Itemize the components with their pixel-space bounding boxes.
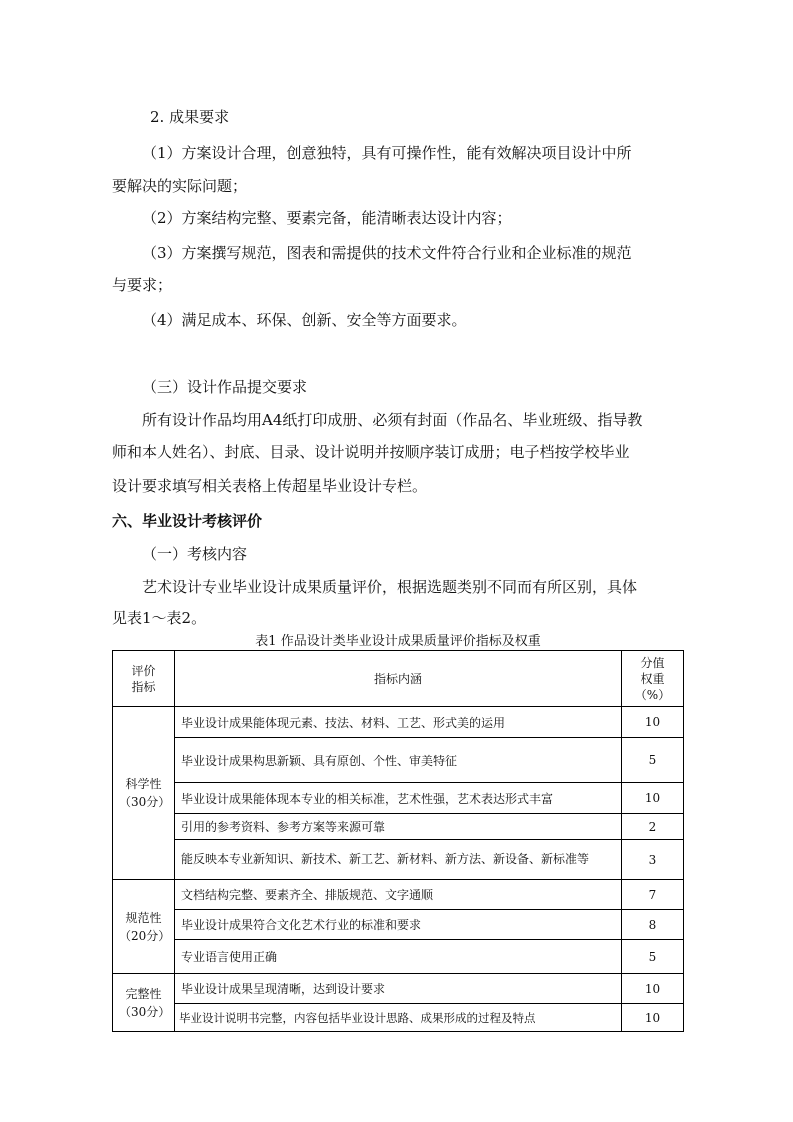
- section-heading: 2. 成果要求: [150, 108, 230, 126]
- header-indicator-line2: 指标: [131, 679, 156, 694]
- row-weight: 3: [622, 840, 684, 880]
- row-content: 毕业设计说明书完整，内容包括毕业设计思路、成果形成的过程及特点: [175, 1004, 622, 1032]
- group-indicator: [113, 880, 175, 974]
- header-indicator: [113, 651, 175, 707]
- table-row: [113, 814, 684, 840]
- group-score: （30分）: [119, 1004, 171, 1019]
- table-row: [113, 707, 684, 738]
- row-weight: 5: [622, 940, 684, 974]
- paragraph-line: 见表1～表2。: [112, 609, 207, 627]
- group-name: 科学性: [125, 777, 162, 791]
- table-row: [113, 783, 684, 814]
- group-score: （20分）: [119, 928, 171, 943]
- section-heading: （三）设计作品提交要求: [142, 378, 308, 396]
- paragraph-line: 设计要求填写相关表格上传超星毕业设计专栏。: [112, 477, 428, 495]
- row-weight: 10: [622, 707, 684, 738]
- row-weight: 10: [622, 1004, 684, 1032]
- row-weight: 5: [622, 738, 684, 783]
- table-row: [113, 738, 684, 783]
- row-content: 文档结构完整、要素齐全、排版规范、文字通顺: [175, 880, 622, 910]
- table-row: [113, 910, 684, 940]
- row-weight: 10: [622, 974, 684, 1004]
- row-content: 毕业设计成果能体现元素、技法、材料、工艺、形式美的运用: [175, 707, 622, 738]
- row-content: 专业语言使用正确: [175, 940, 622, 974]
- table-row: [113, 974, 684, 1004]
- table-caption: 表1 作品设计类毕业设计成果质量评价指标及权重: [255, 634, 541, 649]
- row-content: 能反映本专业新知识、新技术、新工艺、新材料、新方法、新设备、新标准等: [175, 840, 622, 880]
- row-content: 毕业设计成果能体现本专业的相关标准，艺术性强，艺术表达形式丰富: [175, 783, 622, 814]
- header-weight-line2: 权重: [640, 671, 665, 686]
- paragraph-line: （4）满足成本、环保、创新、安全等方面要求。: [142, 311, 467, 329]
- paragraph-line: 所有设计作品均用A4纸打印成册、必须有封面（作品名、毕业班级、指导教: [142, 411, 643, 429]
- evaluation-table: [112, 650, 684, 1032]
- table-row: [113, 840, 684, 880]
- group-indicator: [113, 707, 175, 880]
- table-header-row: [113, 651, 684, 707]
- row-content: 毕业设计成果构思新颖、具有原创、个性、审美特征: [175, 738, 622, 783]
- paragraph-line: 师和本人姓名）、封底、目录、设计说明并按顺序装订成册；电子档按学校毕业: [112, 443, 630, 461]
- group-indicator: [113, 974, 175, 1032]
- group-name: 完整性: [125, 986, 162, 1001]
- paragraph-line: 艺术设计专业毕业设计成果质量评价，根据选题类别不同而有所区别，具体: [142, 578, 638, 596]
- section-heading: （一）考核内容: [142, 545, 248, 563]
- paragraph-line: （3）方案撰写规范，图表和需提供的技术文件符合行业和企业标准的规范: [142, 244, 632, 262]
- row-weight: 2: [622, 814, 684, 840]
- paragraph-line: （2）方案结构完整、要素完备，能清晰表达设计内容；: [142, 209, 512, 227]
- row-weight: 8: [622, 910, 684, 940]
- row-content: 引用的参考资料、参考方案等来源可靠: [175, 814, 622, 840]
- chapter-heading: 六、毕业设计考核评价: [112, 512, 263, 530]
- row-weight: 7: [622, 880, 684, 910]
- table-row: [113, 1004, 684, 1032]
- header-weight: [622, 651, 684, 707]
- group-name: 规范性: [125, 910, 162, 925]
- table-row: [113, 880, 684, 910]
- header-indicator-line1: 评价: [131, 663, 156, 678]
- row-content: 毕业设计成果符合文化艺术行业的标准和要求: [175, 910, 622, 940]
- header-weight-line1: 分值: [640, 655, 665, 670]
- paragraph-line: 要解决的实际问题；: [112, 177, 248, 195]
- paragraph-line: 与要求；: [112, 276, 173, 294]
- row-content: 毕业设计成果呈现清晰，达到设计要求: [175, 974, 622, 1004]
- header-content: 指标内涵: [175, 651, 622, 707]
- header-weight-line3: （%）: [634, 687, 671, 702]
- group-score: （30分）: [119, 795, 171, 809]
- table-row: [113, 940, 684, 974]
- paragraph-line: （1）方案设计合理，创意独特，具有可操作性，能有效解决项目设计中所: [142, 144, 632, 162]
- row-weight: 10: [622, 783, 684, 814]
